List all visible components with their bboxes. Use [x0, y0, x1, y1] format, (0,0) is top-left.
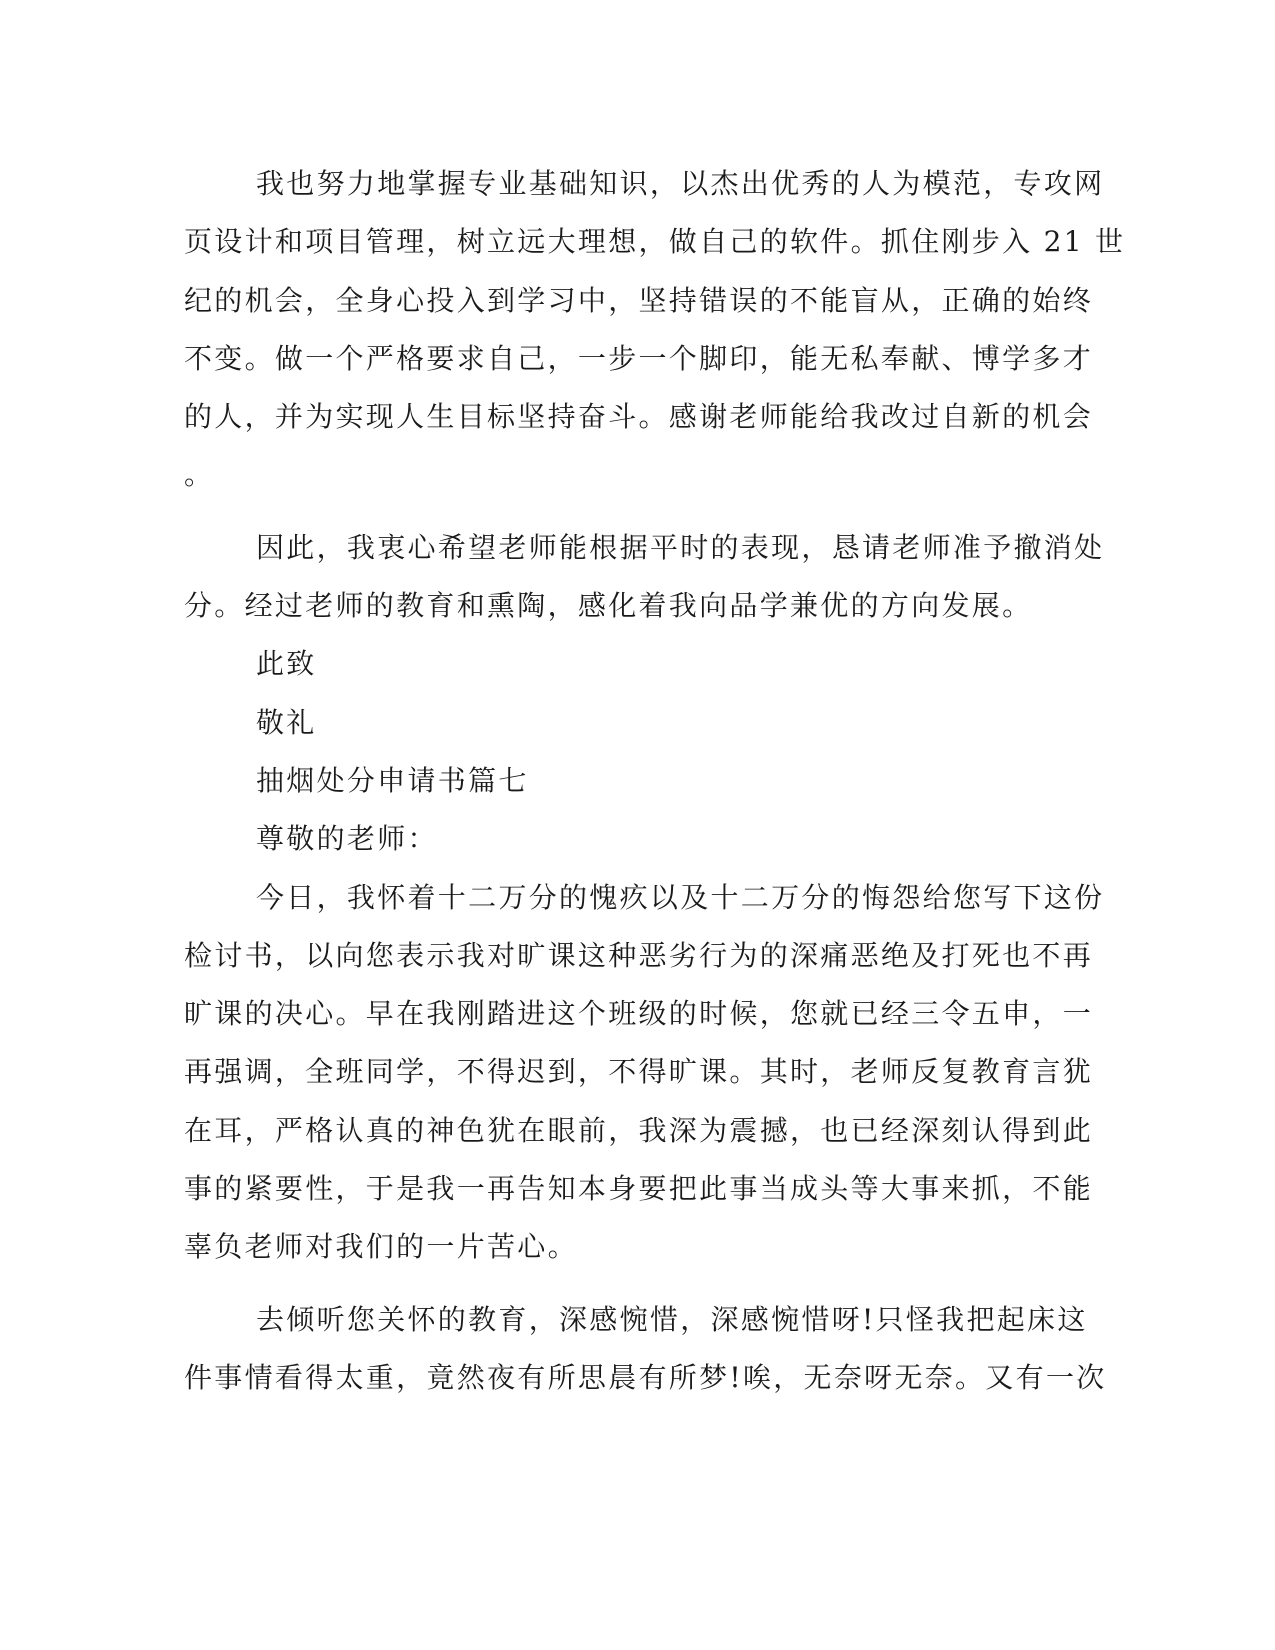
salutation: 尊敬的老师： [256, 822, 438, 856]
paragraph-line: 辜负老师对我们的一片苦心。 [184, 1230, 578, 1264]
section-title: 抽烟处分申请书篇七 [256, 763, 529, 797]
paragraph-line: 页设计和项目管理，树立远大理想，做自己的软件。抓住刚步入 21 世 [184, 225, 1126, 259]
closing-line: 此致 [256, 647, 317, 681]
closing-line: 敬礼 [256, 705, 317, 739]
paragraph-2 [184, 519, 1105, 636]
paragraph-line: 。 [184, 458, 215, 492]
paragraph-line: 再强调，全班同学，不得迟到，不得旷课。其时，老师反复教育言犹 [184, 1055, 1094, 1089]
paragraph-line: 事的紧要性，于是我一再告知本身要把此事当成头等大事来抓，不能 [184, 1172, 1094, 1206]
paragraph-line: 去倾听您关怀的教育，深感惋惜，深感惋惜呀!只怪我把起床这 [256, 1302, 1088, 1336]
paragraph-line: 我也努力地掌握专业基础知识，以杰出优秀的人为模范，专攻网 [256, 167, 1105, 200]
paragraph-line: 旷课的决心。早在我刚踏进这个班级的时候，您就已经三令五申，一 [184, 997, 1094, 1031]
paragraph-line: 件事情看得太重，竟然夜有所思晨有所梦!唉，无奈呀无奈。又有一次 [184, 1360, 1107, 1394]
paragraph-line: 分。经过老师的教育和熏陶，感化着我向品学兼优的方向发展。 [184, 589, 1033, 623]
paragraph-line: 的人，并为实现人生目标坚持奋斗。感谢老师能给我改过自新的机会 [184, 400, 1094, 434]
paragraph-line: 今日，我怀着十二万分的愧疚以及十二万分的悔怨给您写下这份 [256, 880, 1105, 914]
paragraph-line: 检讨书，以向您表示我对旷课这种恶劣行为的深痛恶绝及打死也不再 [184, 938, 1094, 972]
paragraph-line: 在耳，严格认真的神色犹在眼前，我深为震撼，也已经深刻认得到此 [184, 1113, 1094, 1147]
paragraph-line: 因此，我衷心希望老师能根据平时的表现，恳请老师准予撤消处 [256, 530, 1105, 564]
document-body [184, 155, 1126, 1407]
paragraph-line: 纪的机会，全身心投入到学习中，坚持错误的不能盲从，正确的始终 [184, 283, 1094, 317]
paragraph-3 [184, 869, 1105, 1277]
paragraph-4 [184, 1291, 1107, 1408]
paragraph-1 [184, 155, 1126, 505]
paragraph-line: 不变。做一个严格要求自己，一步一个脚印，能无私奉献、博学多才 [184, 341, 1094, 375]
